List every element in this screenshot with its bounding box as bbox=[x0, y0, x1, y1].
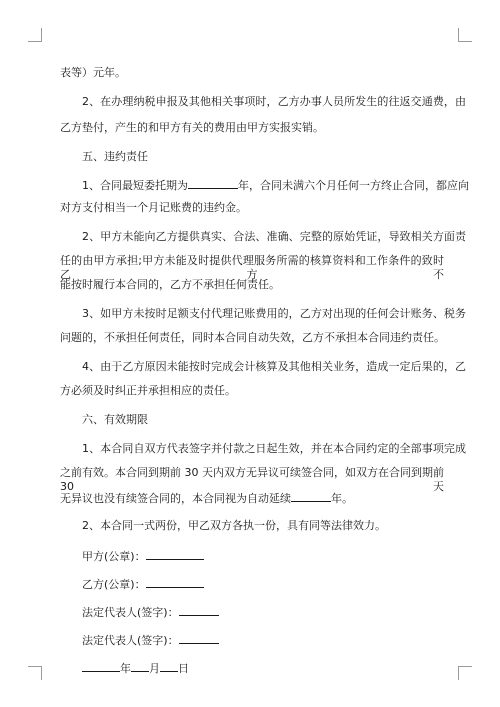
date-day-field[interactable] bbox=[160, 660, 178, 672]
blank-term-years bbox=[188, 177, 238, 189]
text-line-content: 表等）元年。 bbox=[60, 66, 126, 79]
clause-a-line-3 bbox=[60, 278, 444, 292]
text-line-content: 2、在办理纳税申报及其他相关事项时，乙方办事人员所发生的往返交通费，由 bbox=[82, 95, 466, 108]
crop-mark-top-right-v bbox=[458, 28, 459, 42]
date-year-label: 年 bbox=[120, 662, 131, 675]
signature-rep-1 bbox=[60, 604, 466, 620]
party-a-seal-label: 甲方(公章)： bbox=[82, 550, 146, 563]
clause-term-line-2 bbox=[60, 201, 444, 215]
crop-mark-bottom-left-h bbox=[28, 666, 42, 667]
date-month-label: 月 bbox=[149, 662, 160, 675]
signature-party-a bbox=[60, 548, 466, 564]
paragraph-tax-fee-line-2 bbox=[60, 121, 444, 135]
clause-term-line-1 bbox=[60, 177, 469, 193]
legal-rep-label: 法定代表人(签字)： bbox=[82, 634, 179, 647]
text-line-content: 年，合同未满六个月任何一方终止合同，都应向 bbox=[238, 179, 469, 192]
date-year-field[interactable] bbox=[82, 660, 120, 672]
text-line-content: 无异议也没有续签合同的，本合同视为自动延续 bbox=[60, 492, 291, 505]
validity-line-3 bbox=[60, 490, 444, 506]
text-line-content: 3、如甲方未按时足额支付代理记账费用的，乙方对出现的任何会计账务、税务 bbox=[82, 307, 466, 320]
text-line-content: 4、由于乙方原因未能按时完成会计核算及其他相关业务，造成一定后果的，乙 bbox=[82, 360, 466, 373]
crop-mark-top-right-h bbox=[458, 41, 472, 42]
copies-clause bbox=[60, 519, 466, 533]
text-line bbox=[60, 66, 444, 80]
legal-rep-signature-field[interactable] bbox=[179, 632, 219, 644]
signature-party-b bbox=[60, 576, 466, 592]
text-line-content: 2、甲方未能向乙方提供真实、合法、准确、完整的原始凭证，导致相关方面责 bbox=[82, 230, 466, 243]
clause-b-line-2 bbox=[60, 331, 444, 345]
text-line-content: 任的由甲方承担;甲方未能及时提供代理服务所需的核算资料和工作条件的致时乙方不 bbox=[60, 254, 444, 281]
date-month-field[interactable] bbox=[131, 660, 149, 672]
date-line bbox=[60, 660, 466, 676]
party-a-seal-field[interactable] bbox=[146, 548, 204, 560]
legal-rep-signature-field[interactable] bbox=[179, 604, 219, 616]
party-b-seal-field[interactable] bbox=[146, 576, 204, 588]
section-heading-text: 六、有效期限 bbox=[82, 413, 148, 426]
signature-rep-2 bbox=[60, 632, 466, 648]
clause-b-line-1 bbox=[60, 307, 466, 321]
section-heading-text: 五、违约责任 bbox=[82, 150, 148, 163]
text-line-content: 2、本合同一式两份，甲乙双方各执一份，具有同等法律效力。 bbox=[82, 519, 386, 532]
text-line-content: 1、合同最短委托期为 bbox=[82, 179, 188, 192]
text-line-content: 1、本合同自双方代表签字并付款之日起生效，并在本合同约定的全部事项完成 bbox=[82, 442, 466, 455]
paragraph-tax-fee-line-1 bbox=[60, 95, 466, 109]
text-line-content: 问题的，不承担任何责任，同时本合同自动失效，乙方不承担本合同违约责任。 bbox=[60, 331, 445, 344]
clause-a-line-1 bbox=[60, 230, 466, 244]
text-line-content: 之前有效。本合同到期前 30 天内双方无异议可续签合同，如双方在合同到期前 30 天 bbox=[60, 466, 444, 493]
legal-rep-label: 法定代表人(签字)： bbox=[82, 606, 179, 619]
validity-line-1 bbox=[60, 442, 466, 456]
text-line-content: 方必须及时纠正并承担相应的责任。 bbox=[60, 384, 236, 397]
blank-renewal-years bbox=[291, 490, 331, 502]
date-day-label: 日 bbox=[178, 662, 189, 675]
section-heading-liability bbox=[60, 150, 466, 164]
text-line-content: 乙方垫付，产生的和甲方有关的费用由甲方实报实销。 bbox=[60, 121, 324, 134]
crop-mark-bottom-left-v bbox=[41, 666, 42, 680]
section-heading-validity bbox=[60, 413, 466, 427]
text-line-content: 能按时履行本合同的，乙方不承担任何责任。 bbox=[60, 278, 280, 291]
crop-mark-top-left-v bbox=[41, 28, 42, 42]
party-b-seal-label: 乙方(公章)： bbox=[82, 578, 146, 591]
clause-c-line-1 bbox=[60, 360, 466, 374]
clause-c-line-2 bbox=[60, 384, 444, 398]
crop-mark-top-left-h bbox=[28, 41, 42, 42]
text-line-content: 对方支付相当一个月记账费的违约金。 bbox=[60, 201, 247, 214]
text-line-content: 年。 bbox=[331, 492, 353, 505]
